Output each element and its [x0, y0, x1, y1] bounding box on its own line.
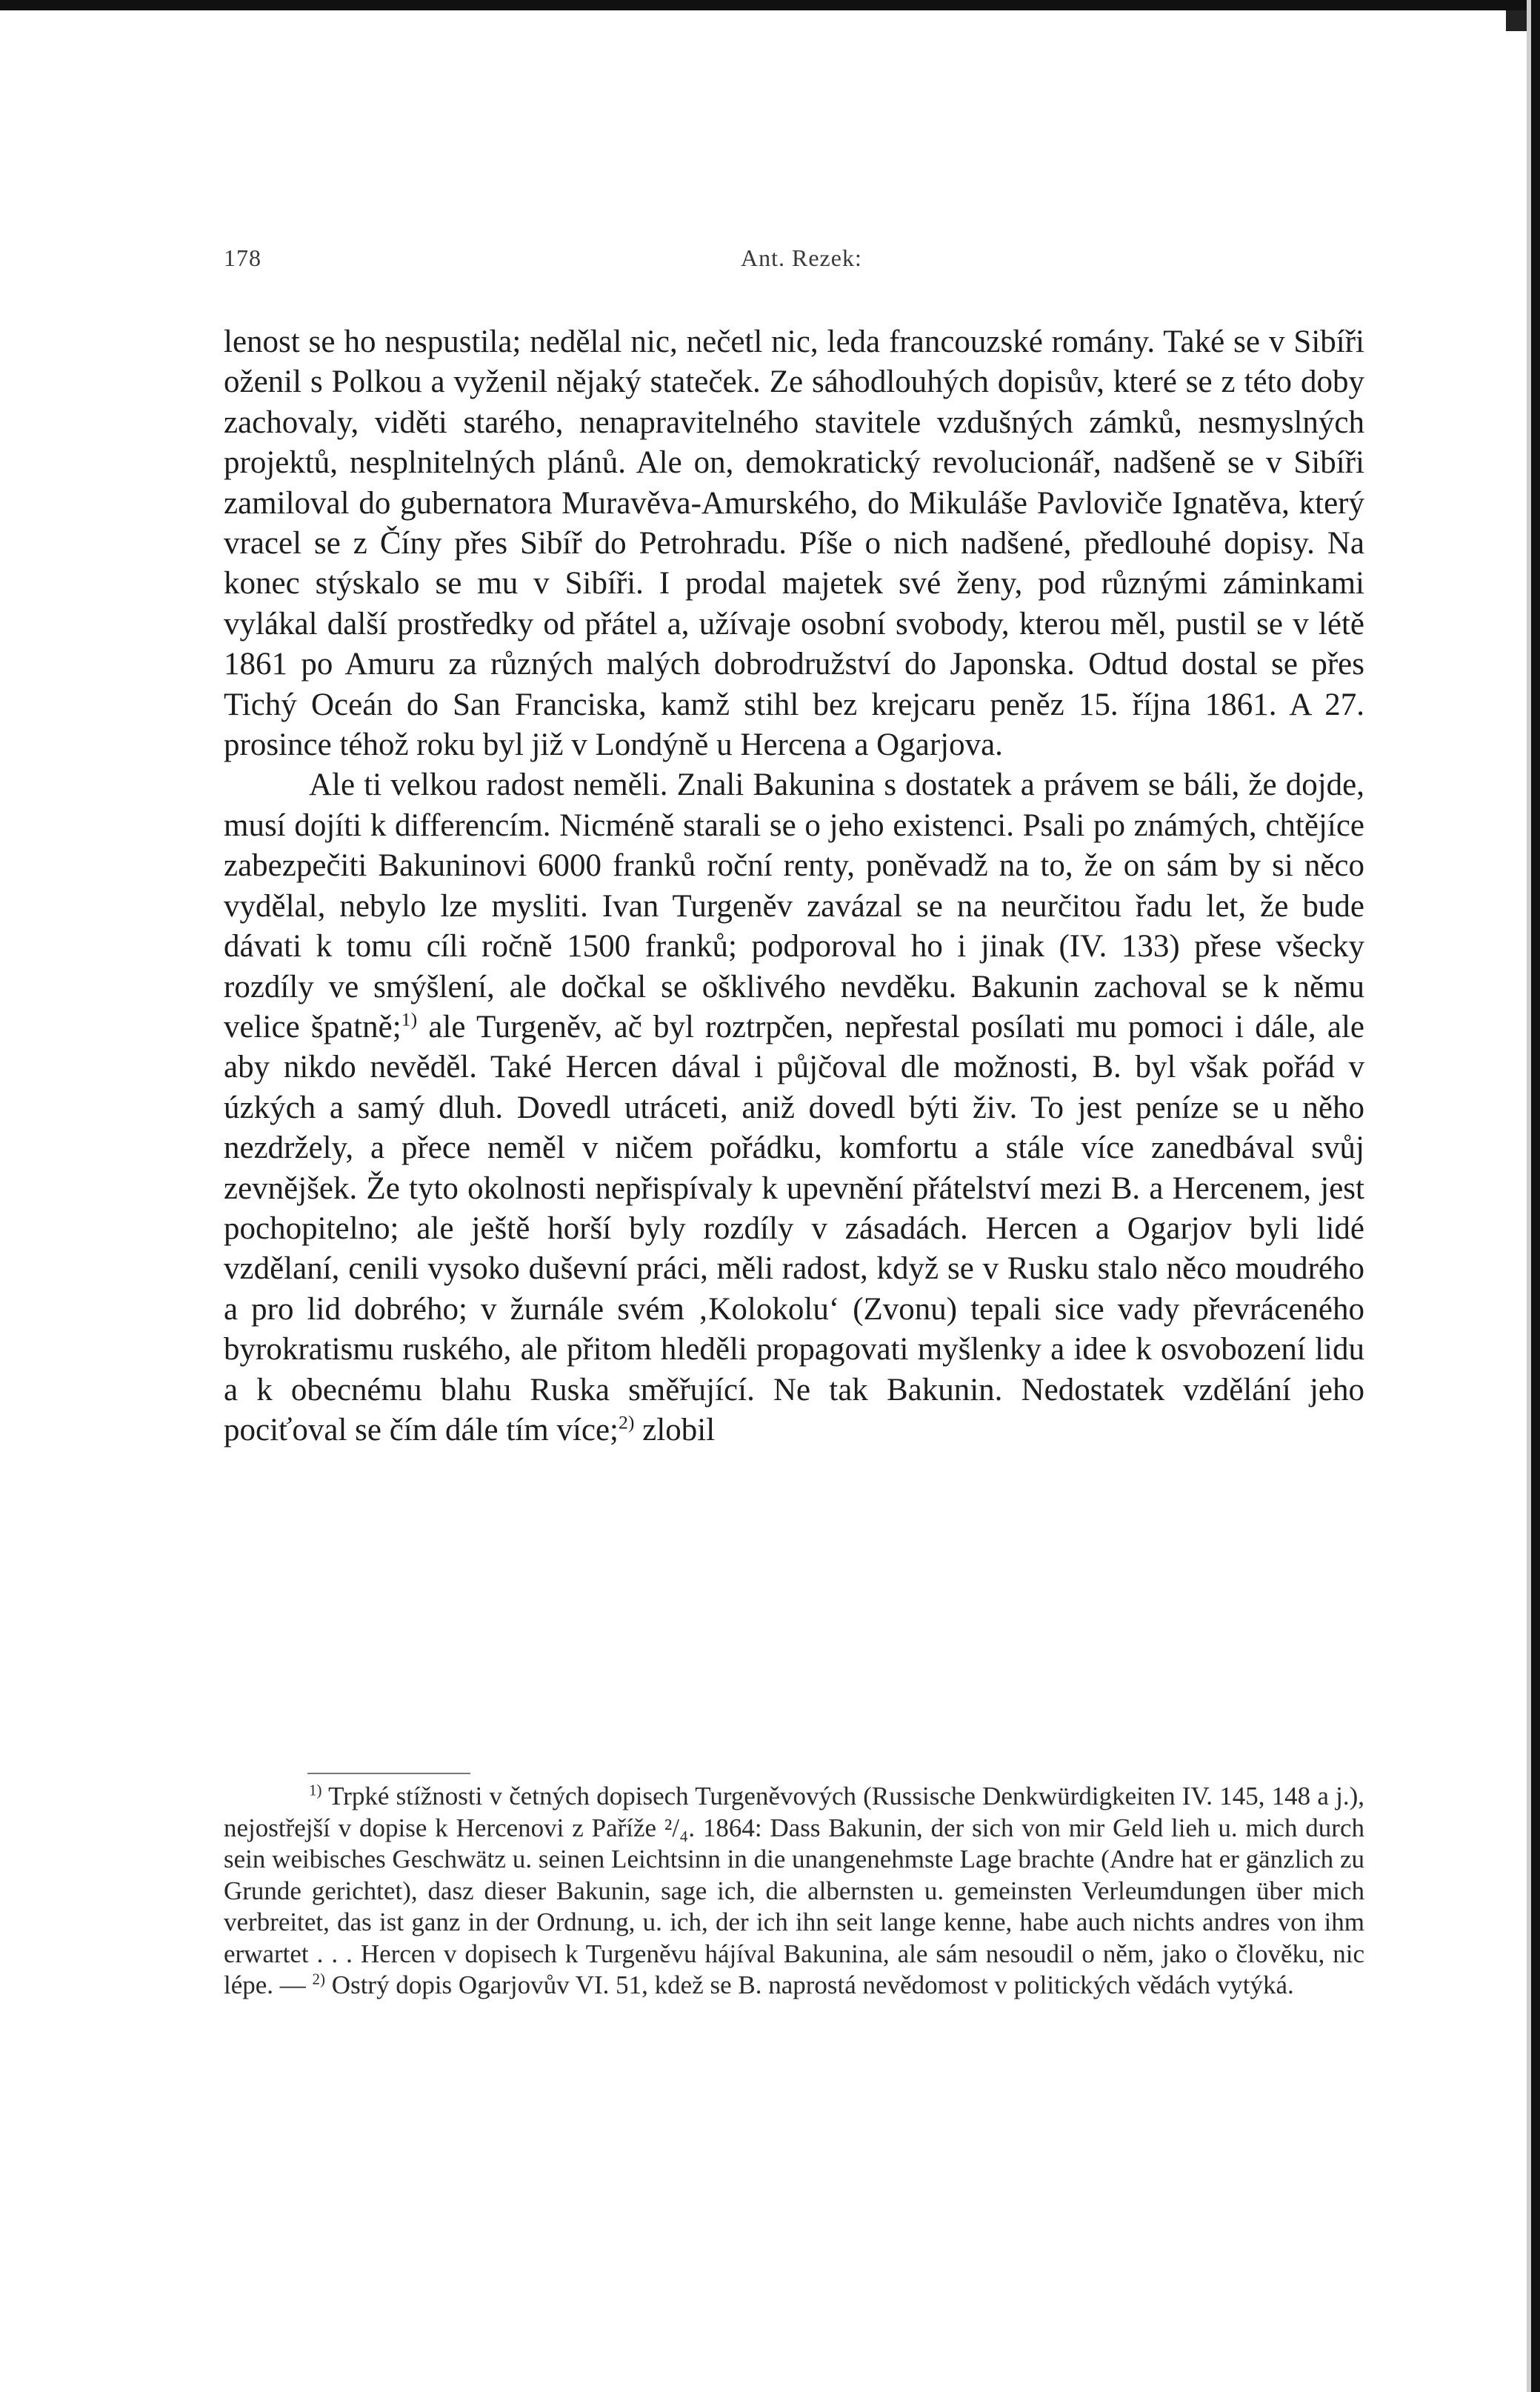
- footnote-2-marker: 2): [312, 1970, 326, 1988]
- paragraph-1: lenost se ho nespustila; nedělal nic, nečetl nic, leda francouzské romány. Také se v Sibíři oženil s Polkou a vyženil nějaký stateček. Ze sáhodlouhých dopisův, které se z této doby zachovaly, viděti starého, nenapravitelného stavitele vzdušných zámků, nesmyslných projektů, nesplnitelných plánů. Ale on, demokratický revolucionář, nadšeně se v Sibíři zamiloval do gubernatora Muravěva-Amurského, do Mikuláše Pavloviče Ignatěva, který vracel se z Číny přes Sibíř do Petrohradu. Píše o nich nadšené, předlouhé dopisy. Na konec stýskalo se mu v Sibíři. I prodal majetek své ženy, pod různými záminkami vylákal další prostředky od přátel a, užívaje osobní svobody, kterou měl, pustil se v létě 1861 po Amuru za různých malých dobrodružství do Japonska. Odtud dostal se přes Tichý Oceán do San Franciska, kamž stihl bez krejcaru peněz 15. října 1861. A 27. prosince téhož roku byl již v Londýně u Hercena a Ogarjova.: [224, 324, 1364, 763]
- scan-border-right: [1531, 0, 1540, 2392]
- paragraph-2: [224, 765, 1364, 1450]
- footnote-2-text: Ostrý dopis Ogarjovův VI. 51, kdež se B. naprostá nevědomost v politických vědách vytýká.: [325, 1970, 1294, 1999]
- scan-corner-mark: [1506, 10, 1527, 31]
- scan-border-top: [0, 0, 1540, 10]
- footnote-1-marker: 1): [309, 1781, 322, 1799]
- paragraph-2-part-a: Ale ti velkou radost neměli. Znali Bakunina s dostatek a právem se báli, že dojde, musí dojíti k differencím. Nicméně starali se o jeho existenci. Psali po známých, chtějíce zabezpečiti Bakuninovi 6000 franků roční renty, poněvadž na to, že on sám by si něco vydělal, nebylo lze mysliti. Ivan Turgeněv zavázal se na neurčitou řadu let, že bude dávati k tomu cíli ročně 1500 franků; podporoval ho i jinak (IV. 133) přese všecky rozdíly ve smýšlení, ale dočkal se ošklivého nevděku. Bakunin zachoval se k němu velice špatně;: [224, 767, 1364, 1045]
- paragraph-2-part-b: ale Turgeněv, ač byl roztrpčen, nepřestal posílati mu pomoci i dále, ale aby nikdo nevěděl. Také Hercen dával i půjčoval dle možnosti, B. byl však pořád v úzkých a samý dluh. Dovedl utráceti, aniž dovedl býti živ. To jest peníze se u něho nezdržely, a přece neměl v ničem pořádku, komfortu a stále více zanedbával svůj zevnějšek. Že tyto okolnosti nepřispívaly k upevnění přátelství mezi B. a Hercenem, jest pochopitelno; ale ještě horší byly rozdíly v zásadách. Hercen a Ogarjov byli lidé vzdělaní, cenili vysoko duševní práci, měli radost, když se v Rusku stalo něco moudrého a pro lid dobrého; v žurnále svém ‚Kolokolu‘ (Zvonu) tepali sice vady převráceného byrokratismu ruského, ale přitom hleděli propagovati myšlenky a idee k osvobození lidu a k obecnému blahu Ruska směřující. Ne tak Bakunin. Nedostatek vzdělání jeho pociťoval se čím dále tím více;: [224, 1009, 1364, 1447]
- footnote-ref-1: 1): [401, 1008, 418, 1030]
- footnote-1-text: Trpké stížnosti v četných dopisech Turgeněvových (Russische Denkwürdigkeiten IV. 145, 148 a j.), nejostřejší v dopise k Hercenovi z Paříže ²/₄. 1864: Dass Bakunin, der sich von mir Geld lieh u. mich durch sein weibisches Geschwätz u. seinen Leichtsinn in die unangenehmste Lage brachte (Andre hat er gänzlich zu Grunde gerichtet), dasz dieser Bakunin, sage ich, die albernsten u. gemeinsten Verleumdungen über mich verbreitet, das ist ganz in der Ordnung, u. ich, der ich ihn seit lange kenne, habe auch nichts andres von ihm erwartet . . . Hercen v dopisech k Turgeněvu hájíval Bakunina, ale sám nesoudil o něm, jako o člověku, nic lépe. —: [224, 1782, 1364, 1999]
- main-text: [224, 322, 1364, 1450]
- page-number: 178: [224, 244, 261, 271]
- footnote-block: [224, 1781, 1364, 2002]
- footnote-ref-2: 2): [619, 1411, 635, 1433]
- footnote-ref-2-number: 2: [619, 1411, 628, 1433]
- page-header: [0, 244, 1540, 274]
- footnote-ref-1-number: 1: [401, 1008, 411, 1030]
- running-head: Ant. Rezek:: [741, 244, 862, 271]
- footnote-rule: [307, 1773, 470, 1774]
- paragraph-2-part-c: zlobil: [634, 1412, 716, 1447]
- footnotes: [224, 1781, 1364, 2002]
